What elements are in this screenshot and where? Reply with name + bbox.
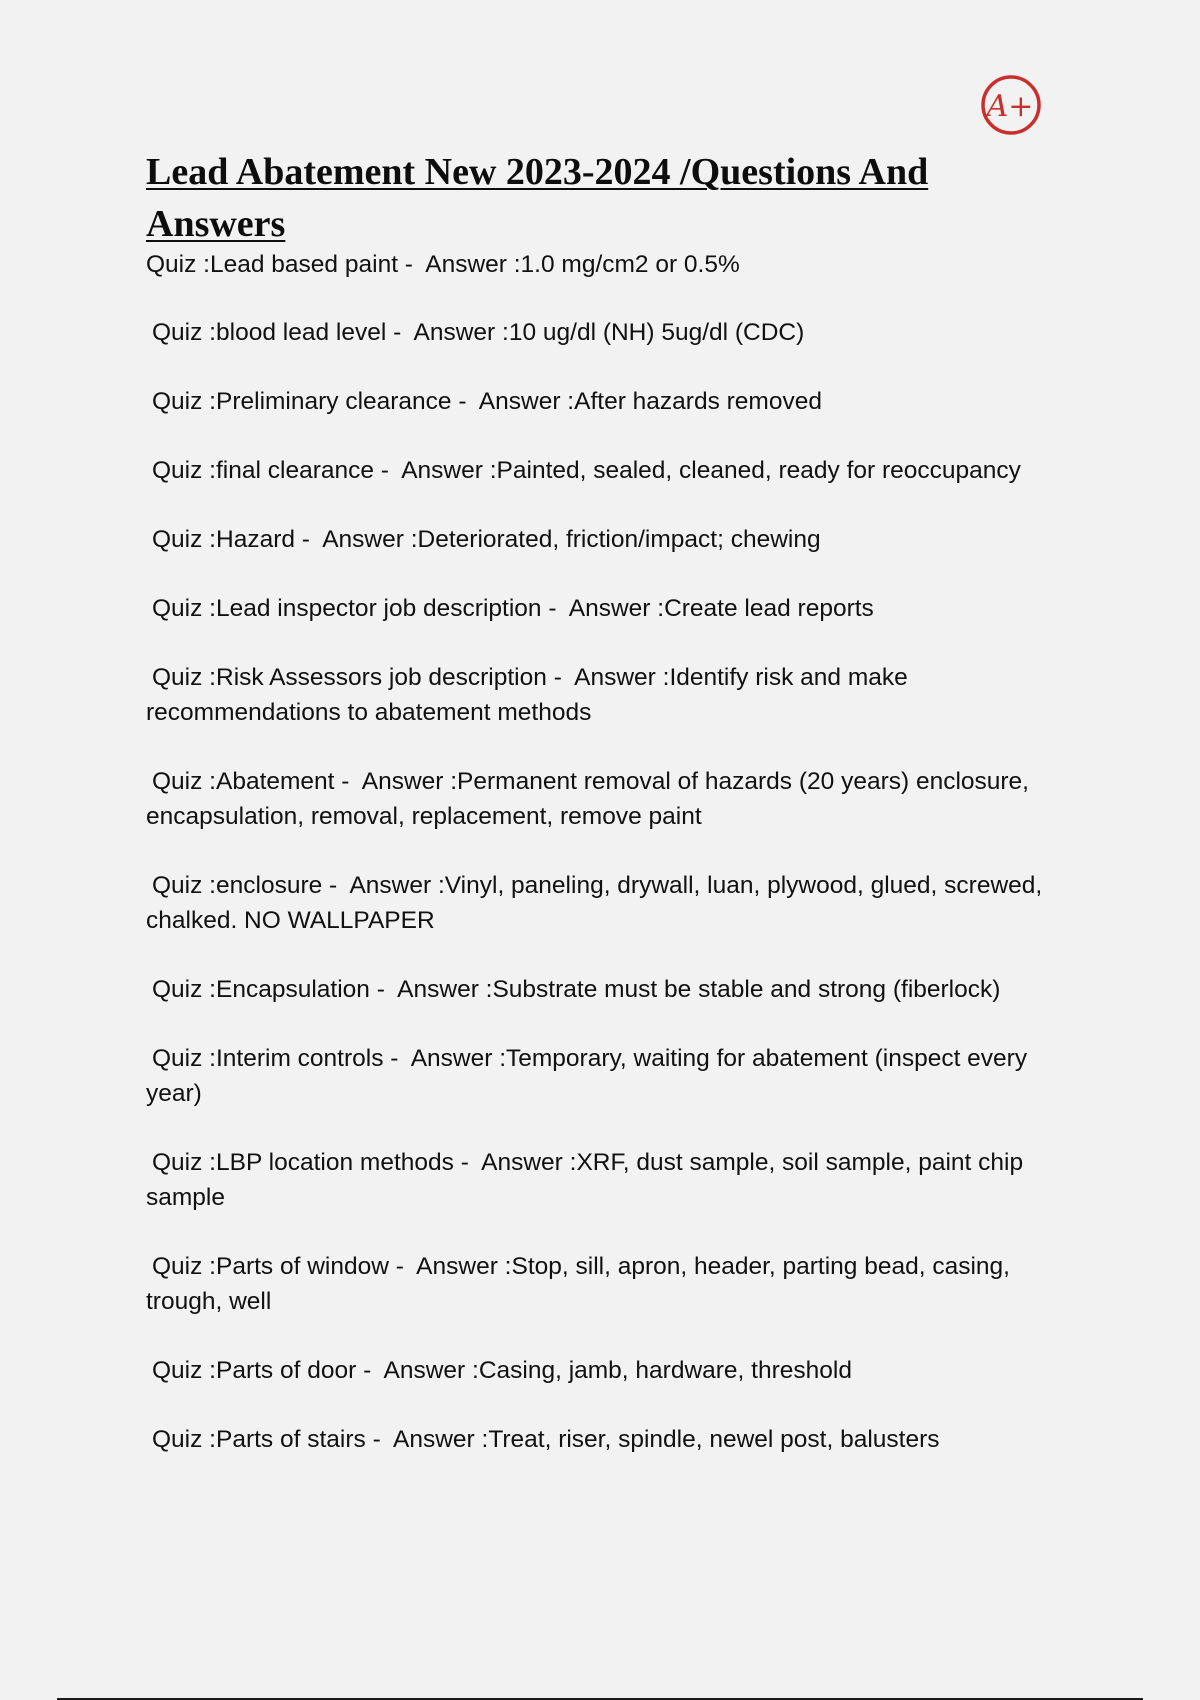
qa-item: Quiz :Parts of stairs - Answer :Treat, riser, spindle, newel post, balusters [152,1426,940,1453]
question-text: Lead inspector job description [216,595,542,622]
answer-text: Deteriorated, friction/impact; chewing [417,526,821,553]
answer-label: Answer : [322,526,418,553]
answer-text: After hazards removed [574,388,822,415]
qa-item: Quiz :LBP location methods - Answer :XRF, dust sample, soil sample, paint chip sample [146,1149,1024,1211]
qa-item: Quiz :enclosure - Answer :Vinyl, paneling, drywall, luan, plywood, glued, screwed, chalked. NO WALLPAPER [146,872,1043,934]
quiz-label: Quiz : [152,1426,216,1453]
answer-text: Stop, sill, apron, header, parting bead, casing, trough, well [146,1253,1010,1315]
answer-text: 10 ug/dl (NH) 5ug/dl (CDC) [508,319,805,346]
question-text: Parts of window [216,1253,389,1280]
qa-list [146,247,1071,1491]
answer-label: Answer : [425,251,521,278]
question-text: LBP location methods [216,1149,454,1176]
answer-text: Identify risk and make recommendations to abatement methods [146,664,908,726]
question-text: Parts of stairs [216,1426,366,1453]
qa-item: Quiz :Parts of door - Answer :Casing, jamb, hardware, threshold [152,1357,852,1384]
answer-text: Permanent removal of hazards (20 years) enclosure, encapsulation, removal, replacement, remove paint [146,768,1029,830]
qa-item: Quiz :Abatement - Answer :Permanent removal of hazards (20 years) enclosure, encapsulation, removal, replacement, remove paint [146,768,1029,830]
question-text: blood lead level [216,319,387,346]
question-text: Abatement [216,768,335,795]
quiz-label: Quiz : [152,1253,216,1280]
quiz-label: Quiz : [152,319,216,346]
answer-text: Create lead reports [664,595,874,622]
question-text: Risk Assessors job description [216,664,547,691]
question-text: Hazard [216,526,295,553]
answer-text: Treat, riser, spindle, newel post, balusters [488,1426,940,1453]
quiz-label: Quiz : [152,526,216,553]
quiz-label: Quiz : [152,457,216,484]
question-text: Interim controls [216,1045,384,1072]
grade-badge-label: A+ [986,89,1034,124]
quiz-label: Quiz : [152,664,216,691]
qa-item: Quiz :Interim controls - Answer :Temporary, waiting for abatement (inspect every year) [146,1045,1028,1107]
answer-text: Temporary, waiting for abatement (inspect every year) [146,1045,1028,1107]
answer-label: Answer : [361,768,458,795]
quiz-label: Quiz : [146,251,210,278]
quiz-label: Quiz : [152,1045,216,1072]
question-text: Parts of door [216,1357,357,1384]
quiz-label: Quiz : [152,872,216,899]
answer-label: Answer : [478,388,575,415]
answer-label: Answer : [397,976,493,1003]
qa-item: Quiz :final clearance - Answer :Painted, sealed, cleaned, ready for reoccupancy [152,457,1021,484]
qa-item: Quiz :Risk Assessors job description - Answer :Identify risk and make recommendations to abatement methods [146,664,908,726]
answer-label: Answer : [568,595,665,622]
qa-item: Quiz :Encapsulation - Answer :Substrate must be stable and strong (fiberlock) [152,976,1001,1003]
qa-item: Quiz :Parts of window - Answer :Stop, sill, apron, header, parting bead, casing, trough, well [146,1253,1010,1315]
answer-label: Answer : [401,457,497,484]
answer-text: Vinyl, paneling, drywall, luan, plywood, glued, screwed, chalked. NO WALLPAPER [146,872,1043,934]
answer-text: 1.0 mg/cm2 or 0.5% [520,251,740,278]
quiz-label: Quiz : [152,768,216,795]
question-text: Preliminary clearance [216,388,452,415]
answer-text: Casing, jamb, hardware, threshold [478,1357,852,1384]
quiz-label: Quiz : [152,1149,216,1176]
question-text: Encapsulation [216,976,370,1003]
qa-item: Quiz :Preliminary clearance - Answer :After hazards removed [152,388,822,415]
quiz-label: Quiz : [152,976,216,1003]
answer-label: Answer : [410,1045,507,1072]
qa-item: Quiz :blood lead level - Answer :10 ug/dl (NH) 5ug/dl (CDC) [152,319,805,346]
page-title: Lead Abatement New 2023-2024 /Questions And Answers [146,151,929,245]
answer-label: Answer : [383,1357,479,1384]
answer-label: Answer : [416,1253,512,1280]
question-text: enclosure [216,872,323,899]
quiz-label: Quiz : [152,1357,216,1384]
answer-text: Substrate must be stable and strong (fiberlock) [492,976,1001,1003]
question-text: final clearance [216,457,374,484]
answer-label: Answer : [481,1149,577,1176]
qa-item: Quiz :Hazard - Answer :Deteriorated, friction/impact; chewing [152,526,821,553]
qa-item: Quiz :Lead inspector job description - Answer :Create lead reports [152,595,874,622]
answer-label: Answer : [349,872,445,899]
qa-item: Quiz :Lead based paint - Answer :1.0 mg/cm2 or 0.5% [146,251,740,278]
answer-text: XRF, dust sample, soil sample, paint chip sample [146,1149,1024,1211]
answer-label: Answer : [413,319,509,346]
quiz-label: Quiz : [152,388,216,415]
answer-label: Answer : [393,1426,489,1453]
answer-label: Answer : [574,664,670,691]
answer-text: Painted, sealed, cleaned, ready for reoccupancy [496,457,1021,484]
a-plus-grade-icon [980,74,1042,136]
quiz-label: Quiz : [152,595,216,622]
question-text: Lead based paint [210,251,398,278]
